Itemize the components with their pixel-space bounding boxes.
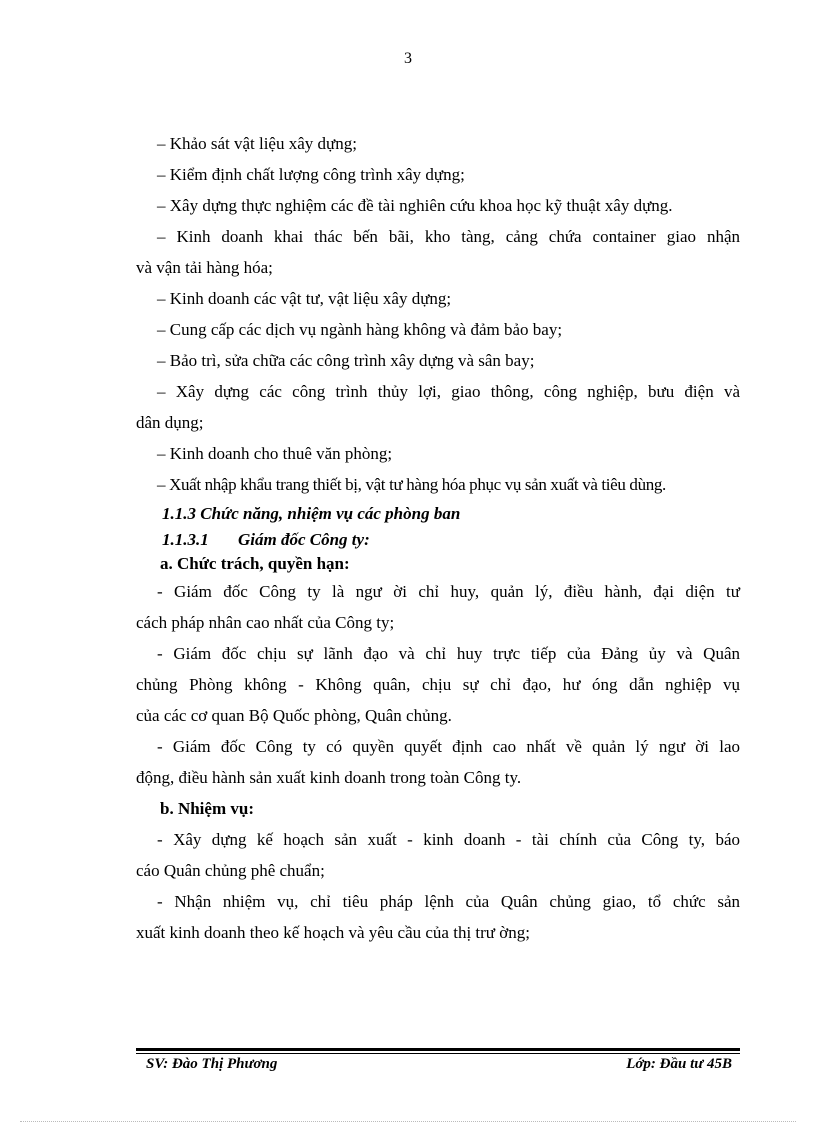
paragraph-line: chủng Phòng không - Không quân, chịu sự chỉ đạo, hư óng dẫn nghiệp vụ — [136, 675, 740, 694]
dash-bullet: – — [157, 196, 166, 215]
list-item-text: Xây dựng các công trình thủy lợi, giao thông, công nghiệp, bưu điện và — [175, 382, 740, 401]
list-item-text: Khảo sát vật liệu xây dựng; — [169, 134, 357, 153]
paragraph-line: cáo Quân chủng phê chuẩn; — [136, 861, 325, 880]
list-item-continuation: và vận tải hàng hóa; — [136, 258, 273, 277]
document-body — [136, 128, 740, 948]
list-item-text: Bảo trì, sửa chữa các công trình xây dựng và sân bay; — [169, 351, 535, 370]
paragraph-line: của các cơ quan Bộ Quốc phòng, Quân chủng. — [136, 706, 452, 725]
list-item-text: Kiểm định chất lượng công trình xây dựng; — [169, 165, 465, 184]
list-item-text: Kinh doanh khai thác bến bãi, kho tàng, cảng chứa container giao nhận — [176, 227, 740, 246]
page-number: 3 — [404, 50, 412, 67]
list-item-text: Xây dựng thực nghiệm các đề tài nghiên cứu khoa học kỹ thuật xây dựng. — [169, 196, 673, 215]
dash-bullet: – — [157, 320, 166, 339]
dash-bullet: – — [157, 475, 166, 494]
dash-bullet: – — [157, 351, 166, 370]
list-item-text: Xuất nhập khẩu trang thiết bị, vật tư hàng hóa phục vụ sản xuất và tiêu dùng. — [169, 475, 666, 494]
footer-rule — [136, 1048, 740, 1054]
list-item — [136, 345, 740, 376]
list-item-continuation: dân dụng; — [136, 413, 204, 432]
paragraph-line: xuất kinh doanh theo kế hoạch và yêu cầu của thị trư ờng; — [136, 923, 530, 942]
paragraph-line: - Giám đốc chịu sự lãnh đạo và chỉ huy trực tiếp của Đảng ủy và Quân — [157, 644, 740, 663]
list-item-text: Kinh doanh cho thuê văn phòng; — [169, 444, 393, 463]
paragraph-line: - Xây dựng kế hoạch sản xuất - kinh doanh - tài chính của Công ty, báo — [157, 830, 740, 849]
section-title: 1.1.3 Chức năng, nhiệm vụ các phòng ban — [162, 504, 461, 523]
dash-bullet: – — [157, 227, 166, 246]
list-item — [136, 469, 740, 500]
list-item-text: Kinh doanh các vật tư, vật liệu xây dựng; — [169, 289, 452, 308]
list-item — [136, 190, 740, 221]
dash-bullet: – — [157, 444, 166, 463]
list-item — [136, 221, 740, 252]
list-item-text: Cung cấp các dịch vụ ngành hàng không và đảm bảo bay; — [169, 320, 563, 339]
subsection-number: 1.1.3.1 — [162, 530, 209, 549]
list-item — [136, 128, 740, 159]
subsection-label: Giám đốc Công ty: — [238, 530, 370, 549]
paragraph-line: cách pháp nhân cao nhất của Công ty; — [136, 613, 395, 632]
list-item — [136, 159, 740, 190]
page-footer — [146, 1056, 732, 1073]
list-item — [136, 283, 740, 314]
paragraph-line: - Nhận nhiệm vụ, chỉ tiêu pháp lệnh của Quân chủng giao, tổ chức sản — [157, 892, 740, 911]
part-a-title: a. Chức trách, quyền hạn: — [160, 554, 350, 573]
footer-class: Lớp: Đầu tư 45B — [626, 1056, 732, 1072]
footer-student: SV: Đào Thị Phương — [146, 1056, 278, 1072]
dash-bullet: – — [157, 382, 166, 401]
page-edge-divider — [20, 1121, 796, 1122]
dash-bullet: – — [157, 165, 166, 184]
paragraph-line: - Giám đốc Công ty là ngư ời chỉ huy, quản lý, điều hành, đại diện tư — [157, 582, 740, 601]
dash-bullet: – — [157, 289, 166, 308]
list-item — [136, 314, 740, 345]
dash-bullet: – — [157, 134, 166, 153]
list-item — [136, 376, 740, 407]
subsection-title — [136, 528, 740, 552]
part-b-title: b. Nhiệm vụ: — [160, 799, 254, 818]
paragraph-line: động, điều hành sản xuất kinh doanh trong toàn Công ty. — [136, 768, 522, 787]
paragraph-line: - Giám đốc Công ty có quyền quyết định cao nhất về quản lý ngư ời lao — [157, 737, 740, 756]
list-item — [136, 438, 740, 469]
